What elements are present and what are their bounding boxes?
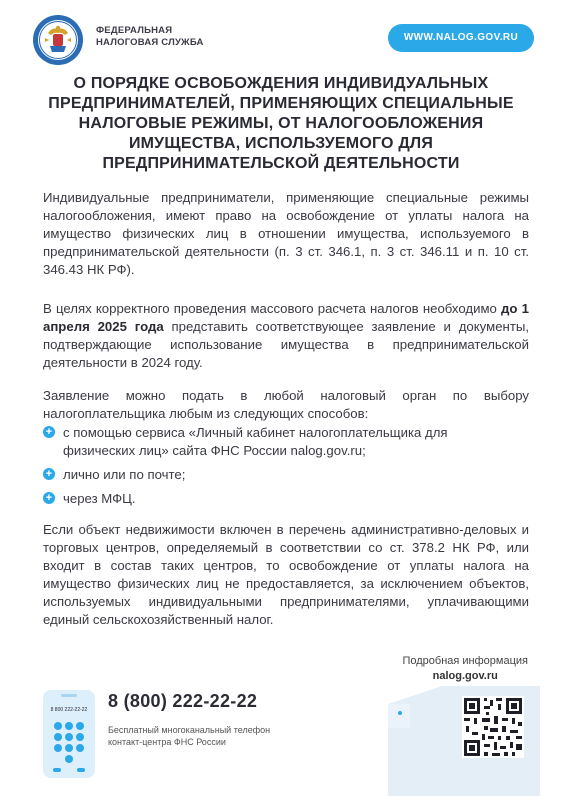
org-name-line2: НАЛОГОВАЯ СЛУЖБА — [96, 37, 204, 48]
contact-desc-line1: Бесплатный многоканальный телефон — [108, 725, 271, 735]
plus-circle-icon: + — [43, 426, 55, 438]
org-name-line1: ФЕДЕРАЛЬНАЯ — [96, 25, 173, 36]
deadline-text-before: В целях корректного проведения массового расчета налогов необходимо — [43, 301, 502, 316]
phone-small-label: 8 800 222-22-22 — [50, 707, 88, 713]
methods-list — [43, 424, 523, 508]
list-item — [43, 424, 523, 460]
more-info-label: Подробная информация — [402, 655, 528, 667]
paragraph-exceptions: Если объект недвижимости включен в перечень административно-деловых и торговых центров, определяемый в соответствии со ст. 378.2 НК РФ, или входит в состав таких центров, то освобождение от уплаты налога на имущество физических лиц не предоставляется, за исключением объектов, используемых индивидуальными предпринимателями, уплачивающими единый сельскохозяйственный налог. — [43, 522, 529, 627]
website-button[interactable]: WWW.NALOG.GOV.RU — [388, 24, 534, 52]
qr-code-icon — [462, 696, 524, 758]
contact-desc-line2: контакт-центра ФНС России — [108, 737, 226, 747]
contact-phone[interactable]: 8 (800) 222-22-22 — [108, 691, 258, 711]
method-label: лично или по почте; — [63, 467, 186, 482]
page-header — [0, 0, 562, 72]
paragraph-exemption-right: Индивидуальные предприниматели, применяющие специальные режимы налогообложения, имеют право на освобождение от уплаты налога на имущество физических лиц в отношении имущества, используемого в предпринимательской деятельности (п. 3 ст. 346.1, п. 3 ст. 346.11 и п. 10 ст. 346.43 НК РФ). — [43, 190, 529, 277]
paragraph-application-methods: Заявление можно подать в любой налоговый орган по выбору налогоплательщика любым из следующих способов: — [43, 388, 529, 421]
fns-emblem-icon — [32, 14, 84, 66]
org-name — [96, 25, 204, 49]
list-item — [43, 490, 523, 508]
deadline-text-after: представить соответствующее заявление и документы, подтверждающие использование имущества в предпринимательской деятельности в 2024 году. — [43, 319, 529, 370]
paragraph-deadline — [43, 300, 529, 372]
method-label: с помощью сервиса «Личный кабинет налогоплательщика для физических лиц» сайта ФНС России nalog.gov.ru; — [63, 425, 448, 458]
list-item — [43, 466, 523, 484]
plus-circle-icon: + — [43, 492, 55, 504]
page-title: О ПОРЯДКЕ ОСВОБОЖДЕНИЯ ИНДИВИДУАЛЬНЫХ ПРЕДПРИНИМАТЕЛЕЙ, ПРИМЕНЯЮЩИХ СПЕЦИАЛЬНЫЕ НАЛОГОВЫЕ РЕЖИМЫ, ОТ НАЛОГООБЛОЖЕНИЯ ИМУЩЕСТВА, ИСПОЛЬЗУЕМОГО ДЛЯ ПРЕДПРИНИМАТЕЛЬСКОЙ ДЕЯТЕЛЬНОСТИ — [48, 75, 514, 172]
more-info-link[interactable]: nalog.gov.ru — [432, 670, 498, 682]
phone-keypad-icon — [43, 690, 95, 778]
contact-description — [108, 724, 270, 748]
qr-code-card[interactable] — [380, 684, 544, 796]
method-label: через МФЦ. — [63, 491, 136, 506]
plus-circle-icon: + — [43, 468, 55, 480]
deadline-date: до 1 апреля 2025 года — [43, 301, 529, 334]
more-info — [402, 654, 528, 684]
